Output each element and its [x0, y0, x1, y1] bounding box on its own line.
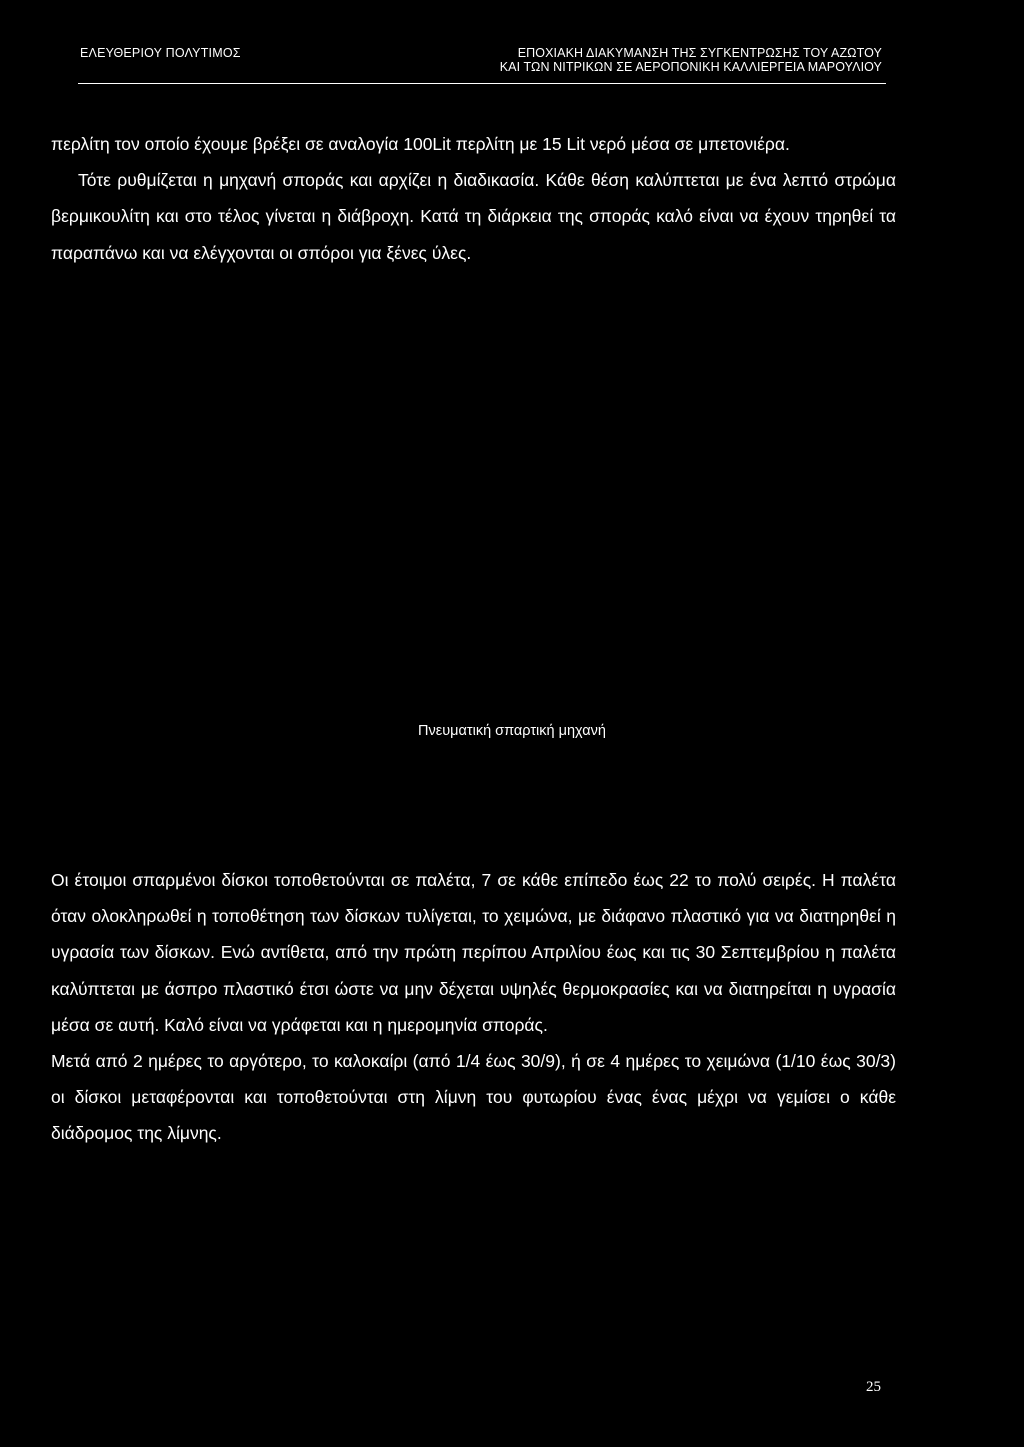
- body-text-top: [51, 126, 896, 271]
- paragraph: Τότε ρυθμίζεται η μηχανή σποράς και αρχίζει η διαδικασία. Κάθε θέση καλύπτεται με ένα λεπτό στρώμα βερμικουλίτη και στο τέλος γίνεται η διάβροχη. Κατά τη διάρκεια της σποράς καλό είναι να έχουν τηρηθεί τα παραπάνω και να ελέγχονται οι σπόροι για ξένες ύλες.: [51, 170, 896, 263]
- figure-caption: Πνευματική σπαρτική μηχανή: [418, 723, 606, 739]
- page-number: 25: [866, 1379, 881, 1395]
- header-divider: [78, 83, 886, 84]
- body-text-bottom: [51, 862, 896, 1152]
- paragraph: περλίτη τον οποίο έχουμε βρέξει σε αναλογία 100Lit περλίτη με 15 Lit νερό μέσα σε μπετονιέρα.: [51, 134, 790, 154]
- running-header-author: ΕΛΕΥΘΕΡΙΟΥ ΠΟΛΥΤΙΜΟΣ: [80, 46, 241, 60]
- paragraph: Μετά από 2 ημέρες το αργότερο, το καλοκαίρι (από 1/4 έως 30/9), ή σε 4 ημέρες το χειμώνα (1/10 έως 30/3) οι δίσκοι μεταφέρονται και τοποθετούνται στη λίμνη του φυτωρίου ένας ένας μέχρι να γεμίσει ο κάθε διάδρομος της λίμνης.: [51, 1051, 896, 1144]
- paragraph: Οι έτοιμοι σπαρμένοι δίσκοι τοποθετούνται σε παλέτα, 7 σε κάθε επίπεδο έως 22 το πολύ σειρές. Η παλέτα όταν ολοκληρωθεί η τοποθέτηση των δίσκων τυλίγεται, το χειμώνα, με διάφανο πλαστικό για να διατηρηθεί η υγρασία των δίσκων. Ενώ αντίθετα, από την πρώτη περίπου Απριλίου έως και τις 30 Σεπτεμβρίου η παλέτα καλύπτεται με άσπρο πλαστικό έτσι ώστε να μην δέχεται υψηλές θερμοκρασίες και να διατηρείται η υγρασία μέσα σε αυτή. Καλό είναι να γράφεται και η ημερομηνία σποράς.: [51, 870, 896, 1035]
- running-header-title-line1: ΕΠΟΧΙΑΚΗ ΔΙΑΚΥΜΑΝΣΗ ΤΗΣ ΣΥΓΚΕΝΤΡΩΣΗΣ ΤΟΥ ΑΖΩΤΟΥ: [517, 46, 882, 60]
- running-header-title: [500, 46, 882, 74]
- running-header-title-line2: ΚΑΙ ΤΩΝ ΝΙΤΡΙΚΩΝ ΣΕ ΑΕΡΟΠΟΝΙΚΗ ΚΑΛΛΙΕΡΓΕΙΑ ΜΑΡΟΥΛΙΟΥ: [499, 60, 882, 74]
